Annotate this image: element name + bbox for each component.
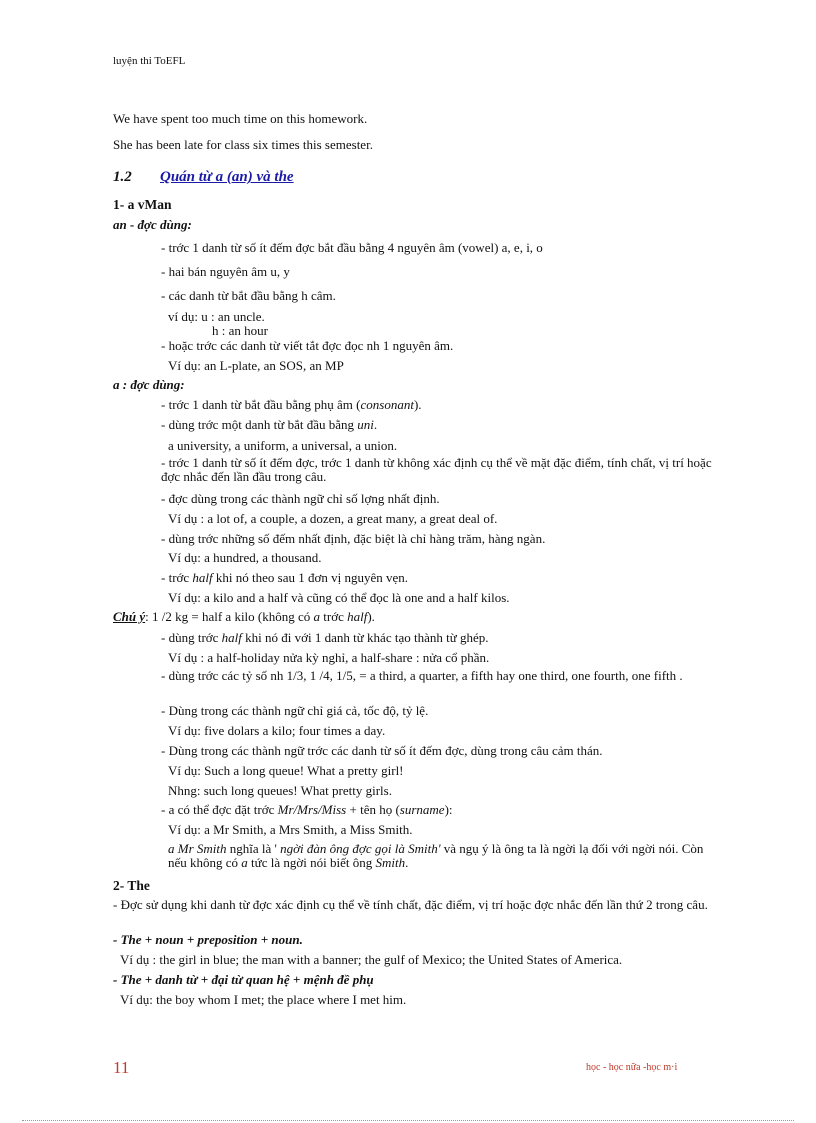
the-example-2: Ví dụ: the boy whom I met; the place where I met him.	[120, 992, 407, 1007]
part2-heading: 2- The	[113, 878, 150, 893]
page-bottom-divider	[22, 1120, 794, 1121]
more-explanation: a Mr Smith nghĩa là ' ngời đàn ông đợc gọi là Smith' và ngụ ý là ông ta là ngời lạ đối với ngời nói. Còn nếu không có a tức là ngời nói biết ông Smith.	[168, 841, 704, 870]
an-rule-1: - trớc 1 danh từ số ít đếm đợc bắt đầu bằng 4 nguyên âm (vowel) a, e, i, o	[161, 240, 543, 255]
intro-sentence-2: She has been late for class six times this semester.	[113, 137, 373, 152]
section-number: 1.2	[113, 169, 132, 185]
a-rule-2: - dùng trớc một danh từ bắt đầu bằng uni.	[161, 417, 378, 432]
more-rule-2: - dùng trớc các tỷ số nh 1/3, 1 /4, 1/5, = a third, a quarter, a fifth hay one third, one fourth, one fifth .	[161, 668, 683, 683]
the-example-1: Ví dụ : the girl in blue; the man with a banner; the gulf of Mexico; the United States of America.	[120, 952, 623, 967]
an-example-1a: ví dụ: u : an uncle.	[168, 309, 265, 324]
a-rule-3: - trớc 1 danh từ số ít đếm đợc, trớc 1 danh từ không xác định cụ thể về mặt đặc điểm, tính chất, vị trí hoặc đợc nhắc đến lần đầu trong câu.	[161, 455, 712, 484]
an-rule-3: - các danh từ bắt đầu bằng h câm.	[161, 288, 336, 303]
a-rule-1: - trớc 1 danh từ bắt đầu bằng phụ âm (consonant).	[161, 397, 422, 412]
section-title-link[interactable]: Quán từ a (an) và the	[160, 169, 294, 185]
page-number: 11	[113, 1058, 130, 1077]
more-rule-5: - a có thể đợc đặt trớc Mr/Mrs/Miss + tên họ (surname):	[161, 802, 453, 817]
a-rule-4: - đợc dùng trong các thành ngữ chỉ số lợng nhất định.	[161, 491, 440, 506]
more-example-3: Ví dụ: Such a long queue! What a pretty girl!	[168, 763, 404, 778]
a-example-4: Ví dụ: a kilo and a half và cũng có thể đọc là one and a half kilos.	[168, 590, 510, 605]
an-heading: an - đợc dùng:	[113, 217, 192, 232]
the-rule-1: - The + noun + preposition + noun.	[113, 932, 303, 947]
more-rule-1: - dùng trớc half khi nó đi với 1 danh từ khác tạo thành từ ghép.	[161, 630, 489, 645]
more-example-2: Ví dụ: five dolars a kilo; four times a day.	[168, 723, 386, 738]
part1-heading: 1- a vMan	[113, 197, 172, 212]
an-rule-2: - hai bán nguyên âm u, y	[161, 264, 290, 279]
a-rule-6: - trớc half khi nó theo sau 1 đơn vị nguyên vẹn.	[161, 570, 409, 585]
more-example-1: Ví dụ : a half-holiday nửa kỳ nghỉ, a half-share : nửa cổ phần.	[168, 650, 490, 665]
the-rule-2: - The + danh từ + đại từ quan hệ + mệnh đề phụ	[113, 972, 374, 987]
a-heading: a : đợc dùng:	[113, 377, 185, 392]
section-title	[113, 168, 294, 187]
more-example-4: Nhng: such long queues! What pretty girls.	[168, 783, 392, 798]
running-header: luyện thi ToEFL	[113, 55, 186, 67]
a-rule-5: - dùng trớc những số đếm nhất định, đặc biệt là chỉ hàng trăm, hàng ngàn.	[161, 531, 546, 546]
more-rule-4: - Dùng trong các thành ngữ trớc các danh từ số ít đếm đợc, dùng trong câu cảm thán.	[161, 743, 603, 758]
an-rule-4: - hoặc trớc các danh từ viết tắt đợc đọc nh 1 nguyên âm.	[161, 338, 454, 353]
an-example-1b: h : an hour	[212, 323, 268, 338]
an-example-2: Ví dụ: an L-plate, an SOS, an MP	[168, 358, 344, 373]
note-label: Chú ý	[113, 609, 146, 624]
more-rule-3: - Dùng trong các thành ngữ chỉ giá cả, tốc độ, tỷ lệ.	[161, 703, 429, 718]
intro-sentence-1: We have spent too much time on this homework.	[113, 111, 368, 126]
footer-motto: học - học nữa -học m·i	[586, 1062, 678, 1073]
a-example-1: a university, a uniform, a universal, a union.	[168, 438, 398, 453]
a-example-3: Ví dụ: a hundred, a thousand.	[168, 550, 322, 565]
more-example-5: Ví dụ: a Mr Smith, a Mrs Smith, a Miss Smith.	[168, 822, 413, 837]
note-line: Chú ý: 1 /2 kg = half a kilo (không có a trớc half).	[113, 609, 375, 624]
the-rule-intro: - Đợc sử dụng khi danh từ đợc xác định cụ thể về tính chất, đặc điểm, vị trí hoặc đợc nhắc đến lần thứ 2 trong câu.	[113, 897, 708, 912]
a-example-2: Ví dụ : a lot of, a couple, a dozen, a great many, a great deal of.	[168, 511, 498, 526]
